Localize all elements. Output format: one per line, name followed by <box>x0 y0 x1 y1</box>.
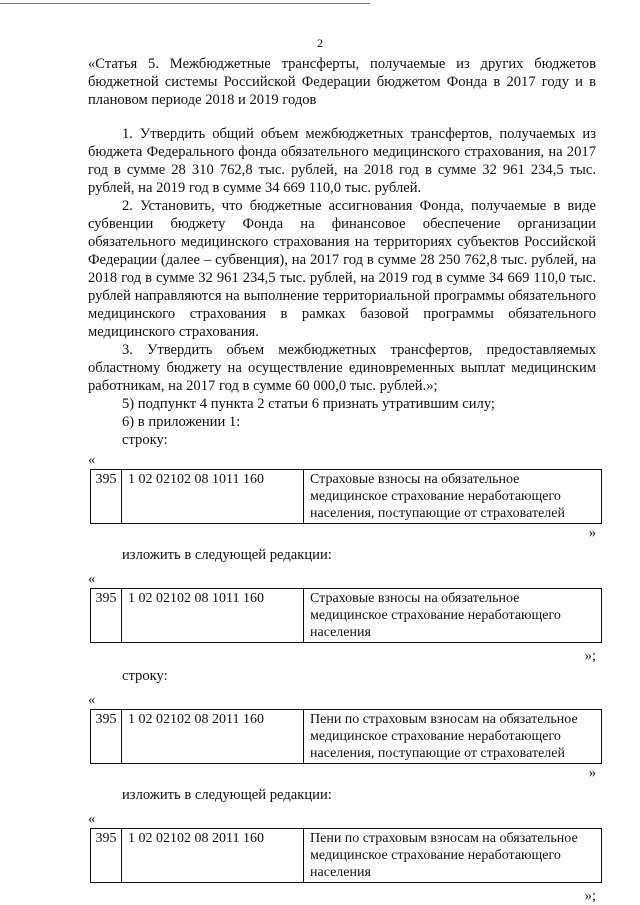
quote-open-3: « <box>88 692 96 708</box>
admin-code-cell: 395 <box>91 589 122 643</box>
income-name-cell: Страховые взносы на обязательное медицинское страхование неработающего населения <box>304 589 602 643</box>
table-row <box>91 589 602 643</box>
article-paragraph-1: 1. Утвердить общий объем межбюджетных трансфертов, получаемых из бюджета Федерального фонда обязательного медицинского страхования, на 2017 год в сумме 28 310 762,8 тыс. рублей, на 2018 год в сумме 32 961 234,5 тыс. рублей, на 2019 год в сумме 34 669 110,0 тыс. рублей. <box>88 126 596 196</box>
classification-code-cell: 1 02 02102 08 1011 160 <box>122 589 304 643</box>
income-table-3 <box>90 709 602 764</box>
edit-label-2: изложить в следующей редакции: <box>122 787 332 803</box>
edit-label-1: изложить в следующей редакции: <box>122 547 332 563</box>
article-paragraph-2: 2. Установить, что бюджетные ассигнования Фонда, получаемые в виде субвенции бюджету Фонда на финансовое обеспечение организации обязательного медицинского страхования на территориях субъектов Российской Федерации (далее – субвенция), на 2017 год в сумме 28 250 762,8 тыс. рублей, на 2018 год в сумме 32 961 234,5 тыс. рублей, на 2019 год в сумме 34 669 110,0 тыс. рублей направляются на выполнение территориальной программы обязательного медицинского страхования в рамках базовой программы обязательного медицинского страхования. <box>88 198 596 340</box>
income-table-2 <box>90 588 602 643</box>
line-label-2: строку: <box>122 668 168 684</box>
table-row <box>91 710 602 764</box>
article-paragraph-3: 3. Утвердить объем межбюджетных трансфертов, предоставляемых областному бюджету на осуществление единовременных выплат медицинским работникам, на 2017 год в сумме 60 000,0 тыс. рублей.»; <box>88 342 596 394</box>
income-name-cell: Страховые взносы на обязательное медицинское страхование неработающего населения, поступающие от страхователей <box>304 470 602 524</box>
admin-code-cell: 395 <box>91 710 122 764</box>
article-heading: «Статья 5. Межбюджетные трансферты, получаемые из других бюджетов бюджетной системы Российской Федерации бюджетом Фонда в 2017 году и в плановом периоде 2018 и 2019 годов <box>88 56 596 108</box>
quote-open-4: « <box>88 811 96 827</box>
classification-code-cell: 1 02 02102 08 2011 160 <box>122 710 304 764</box>
income-name-cell: Пени по страховым взносам на обязательное медицинское страхование неработающего населения, поступающие от страхователей <box>304 710 602 764</box>
admin-code-cell: 395 <box>91 470 122 524</box>
classification-code-cell: 1 02 02102 08 1011 160 <box>122 470 304 524</box>
classification-code-cell: 1 02 02102 08 2011 160 <box>122 829 304 883</box>
document-body <box>88 55 596 905</box>
quote-close-4: »; <box>584 888 596 904</box>
line-label-1: строку: <box>122 432 168 448</box>
item-6: 6) в приложении 1: <box>122 414 241 430</box>
income-name-cell: Пени по страховым взносам на обязательное медицинское страхование неработающего населения <box>304 829 602 883</box>
item-5: 5) подпункт 4 пункта 2 статьи 6 признать утратившим силу; <box>122 396 495 412</box>
top-rule <box>0 3 370 4</box>
quote-close-1: » <box>588 525 596 541</box>
quote-close-2: »; <box>584 648 596 664</box>
table-row <box>91 470 602 524</box>
quote-close-3: » <box>588 765 596 781</box>
quote-open-1: « <box>88 452 96 468</box>
quote-open-2: « <box>88 571 96 587</box>
income-table-4 <box>90 828 602 883</box>
page-number: 2 <box>317 36 323 50</box>
income-table-1 <box>90 469 602 524</box>
table-row <box>91 829 602 883</box>
admin-code-cell: 395 <box>91 829 122 883</box>
